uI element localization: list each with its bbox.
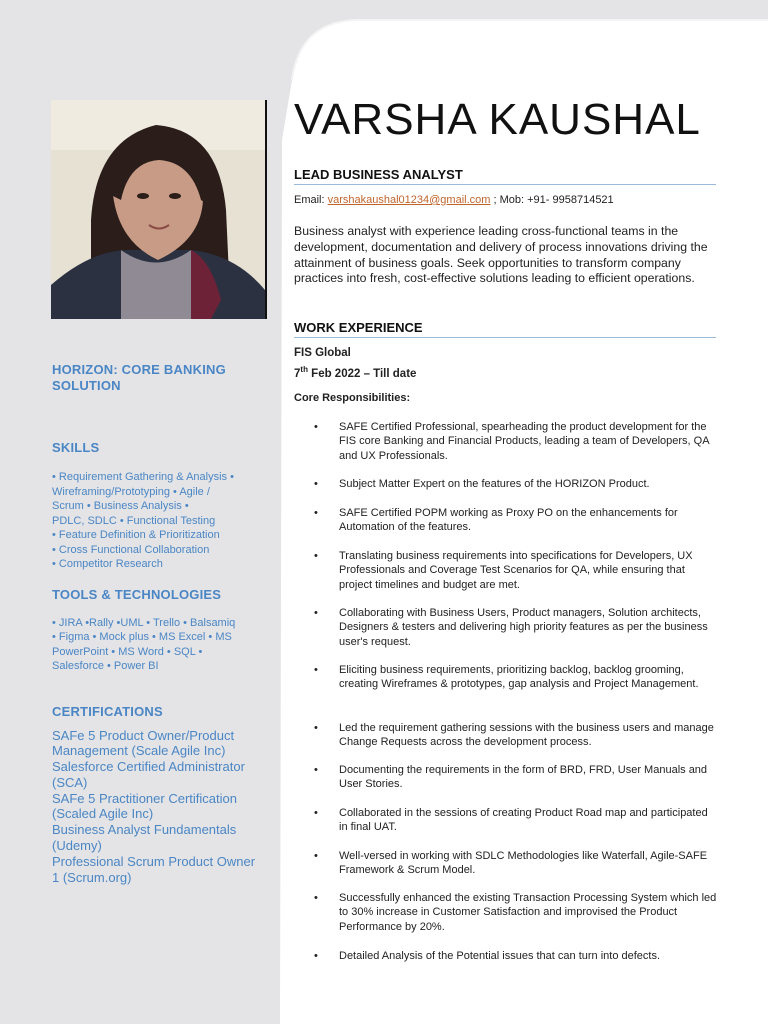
bullet: • xyxy=(314,807,318,819)
responsibility-text: Detailed Analysis of the Potential issues that can turn into defects. xyxy=(339,950,661,962)
project-title: HORIZON: CORE BANKING SOLUTION xyxy=(52,362,226,393)
tools-line: • Figma • Mock plus • MS Excel • MS xyxy=(52,631,232,643)
bullet: • xyxy=(314,892,318,904)
experience-divider xyxy=(294,337,716,338)
skills-heading: SKILLS xyxy=(52,440,100,455)
bullet: • xyxy=(314,550,318,562)
email-label: Email: xyxy=(294,194,328,206)
responsibility-text: Collaborating with Business Users, Product managers, Solution architects, Designers & testers and delivering high priority features as per the business user's request. xyxy=(339,607,708,648)
work-experience-heading: WORK EXPERIENCE xyxy=(294,320,423,335)
email-link[interactable]: varshakaushal01234@gmail.com xyxy=(327,194,491,206)
responsibility-text: SAFE Certified POPM working as Proxy PO on the enhancements for Automation of the features. xyxy=(339,507,678,534)
profile-summary: Business analyst with experience leading cross-functional teams in the development, documentation and delivery of process innovations driving the attainment of business goals. Seek opportunities to transform company practices into fresh, cost-effective solutions leading to efficient operations. xyxy=(294,224,708,286)
responsibility-text: Led the requirement gathering sessions with the business users and manage Change Requests across the development process. xyxy=(339,722,714,749)
profile-photo xyxy=(51,100,267,319)
bullet: • xyxy=(314,478,318,490)
tools-line: Salesforce • Power BI xyxy=(52,660,159,672)
certifications-heading: CERTIFICATIONS xyxy=(52,703,163,719)
tools-line: • JIRA •Rally •UML • Trello • Balsamiq xyxy=(52,616,236,629)
skills-line: • Cross Functional Collaboration xyxy=(52,543,210,556)
certifications-list xyxy=(52,728,264,886)
skills-line: Wireframing/Prototyping • Agile / xyxy=(52,485,210,498)
contact-line xyxy=(294,194,614,206)
mobile-number: ; Mob: +91- 9958714521 xyxy=(490,194,614,206)
bullet: • xyxy=(314,607,318,619)
job-title: LEAD BUSINESS ANALYST xyxy=(294,167,463,182)
certification-item: SAFe 5 Practitioner Certification (Scaled Agile Inc) xyxy=(52,790,237,822)
certification-item: Professional Scrum Product Owner 1 (Scrum.org) xyxy=(52,853,256,885)
skills-line: Scrum • Business Analysis • xyxy=(52,500,189,512)
skills-line: PDLC, SDLC • Functional Testing xyxy=(52,514,216,527)
tools-line: PowerPoint • MS Word • SQL • xyxy=(52,645,203,658)
responsibility-text: Collaborated in the sessions of creating Product Road map and participated in final UAT. xyxy=(339,807,708,834)
responsibility-text: Well-versed in working with SDLC Methodologies like Waterfall, Agile-SAFE Framework & Scrum Model. xyxy=(339,850,708,877)
bullet: • xyxy=(314,764,318,776)
certification-item: Salesforce Certified Administrator (SCA) xyxy=(52,759,245,790)
employment-date: 7th Feb 2022 – Till date xyxy=(294,364,417,380)
responsibility-text: Successfully enhanced the existing Transaction Processing System which led to 30% increase in Customer Satisfaction and improvised the Product Performance by 20%. xyxy=(339,892,717,933)
bullet: • xyxy=(314,950,318,962)
tools-list xyxy=(52,616,264,674)
skills-line: • Competitor Research xyxy=(52,558,163,570)
responsibility-text: SAFE Certified Professional, spearheading the product development for the FIS core Banking and Financial Products, leading a team of Developers, QA and UX Professionals. xyxy=(339,421,709,462)
skills-line: • Feature Definition & Prioritization xyxy=(52,529,220,541)
bullet: • xyxy=(314,664,318,676)
responsibility-text: Subject Matter Expert on the features of the HORIZON Product. xyxy=(339,478,650,490)
bullet: • xyxy=(314,850,318,862)
bullet: • xyxy=(314,421,318,433)
skills-list xyxy=(52,470,264,572)
bullet: • xyxy=(314,722,318,734)
responsibility-text: Eliciting business requirements, prioritizing backlog, backlog grooming, creating Wireframes & prototypes, gap analysis and Project Management. xyxy=(339,664,699,691)
certification-item: SAFe 5 Product Owner/Product Management (Scale Agile Inc) xyxy=(52,727,235,759)
company-block xyxy=(294,346,416,382)
certification-item: Business Analyst Fundamentals (Udemy) xyxy=(52,822,237,854)
responsibility-text: Documenting the requirements in the form of BRD, FRD, User Manuals and User Stories. xyxy=(339,764,708,791)
responsibility-text: Translating business requirements into specifications for Developers, UX Professionals and Coverage Test Scenarios for QA, while ensuring that project timelines and budget are met. xyxy=(339,550,693,591)
company-name: FIS Global xyxy=(294,347,351,359)
candidate-name: VARSHA KAUSHAL xyxy=(294,95,701,144)
skills-line: • Requirement Gathering & Analysis • xyxy=(52,471,234,483)
core-responsibilities-label: Core Responsibilities: xyxy=(294,392,411,404)
title-divider xyxy=(294,184,716,185)
bullet: • xyxy=(314,507,318,519)
sidebar xyxy=(52,362,264,885)
tools-heading: TOOLS & TECHNOLOGIES xyxy=(52,586,222,602)
